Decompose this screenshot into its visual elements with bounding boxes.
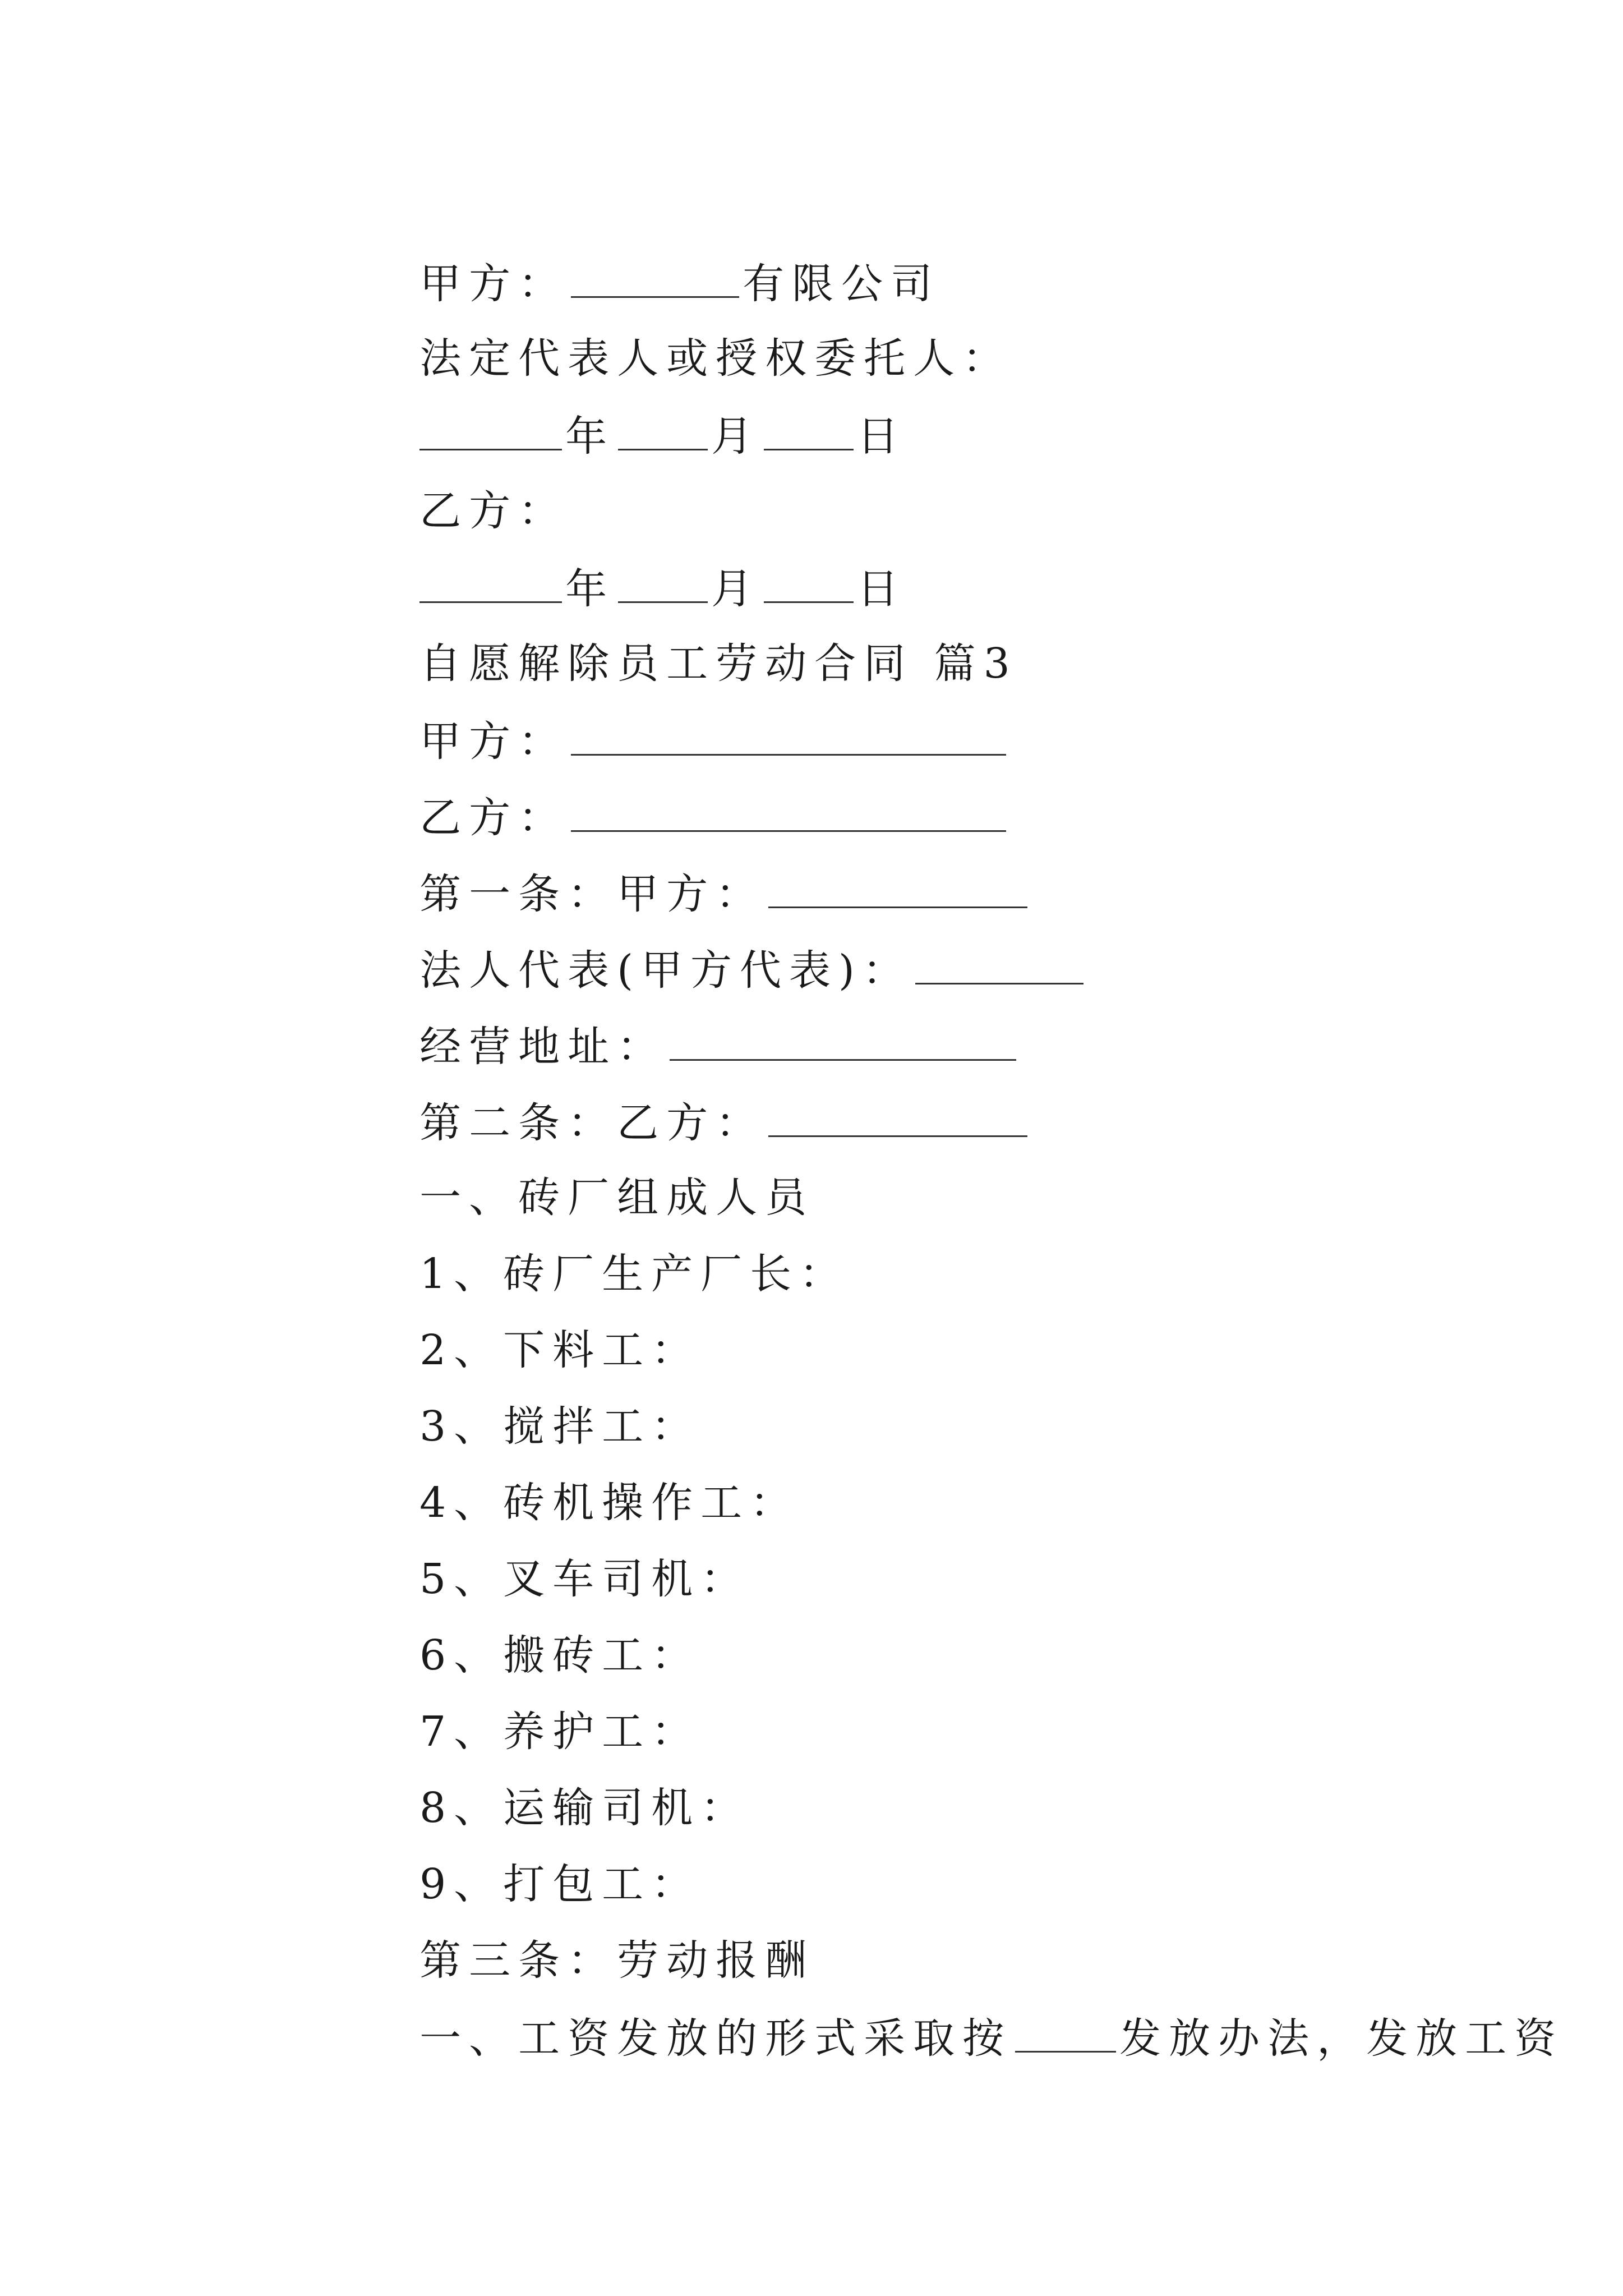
party-b-label: 乙方：	[419, 794, 568, 842]
year-blank	[419, 414, 562, 450]
list-item-text: 5、叉车司机：	[419, 1555, 750, 1603]
article-3-title: 第三条：劳动报酬	[419, 1936, 815, 1985]
list-item-text: 7、养护工：	[419, 1708, 701, 1756]
list-item-text: 9、打包工：	[419, 1860, 701, 1908]
wage-method-blank	[1015, 2016, 1116, 2053]
month-blank	[618, 567, 708, 603]
party-a-label: 甲方：	[419, 717, 568, 766]
legal-person-blank	[915, 948, 1083, 984]
list-item-text: 3、搅拌工：	[419, 1402, 701, 1451]
legal-representative-label: 法定代表人或授权委托人：	[419, 334, 1012, 383]
year-label: 年	[565, 412, 615, 461]
section-title: 自愿解除员工劳动合同 篇3	[419, 639, 1018, 688]
party-a-label: 甲方：	[419, 260, 568, 308]
company-name-blank	[571, 261, 739, 298]
list-item-text: 4、砖机操作工：	[419, 1479, 800, 1527]
list-item-text: 1、砖厂生产厂长：	[419, 1250, 849, 1298]
wage-line	[335, 1975, 1564, 2101]
month-label: 月	[711, 412, 761, 461]
day-label: 日	[857, 565, 907, 613]
business-address-blank	[670, 1024, 1016, 1061]
day-label: 日	[857, 412, 907, 461]
month-label: 月	[711, 565, 761, 613]
article-2-label: 第二条：乙方：	[419, 1099, 766, 1147]
article-1-blank	[768, 872, 1027, 908]
year-label: 年	[565, 565, 615, 613]
list-item-text: 6、搬砖工：	[419, 1631, 701, 1680]
year-blank	[419, 567, 562, 603]
staff-heading-text: 一、砖厂组成人员	[419, 1174, 815, 1222]
wage-text-end: 发放办法，发放工资	[1119, 2014, 1564, 2063]
party-b-label: 乙方：	[419, 487, 568, 535]
party-b-blank	[571, 795, 1006, 832]
article-1-label: 第一条：甲方：	[419, 870, 766, 918]
day-blank	[764, 567, 854, 603]
business-address-label: 经营地址：	[419, 1023, 667, 1071]
company-suffix: 有限公司	[743, 260, 940, 308]
party-a-blank	[571, 719, 1006, 756]
wage-text-start: 一、工资发放的形式采取按	[419, 2014, 1012, 2063]
legal-person-label: 法人代表(甲方代表)：	[419, 946, 912, 995]
list-item-text: 2、下料工：	[419, 1326, 701, 1374]
list-item-text: 8、运输司机：	[419, 1784, 750, 1832]
article-2-blank	[768, 1101, 1027, 1137]
month-blank	[618, 414, 708, 450]
day-blank	[764, 414, 854, 450]
